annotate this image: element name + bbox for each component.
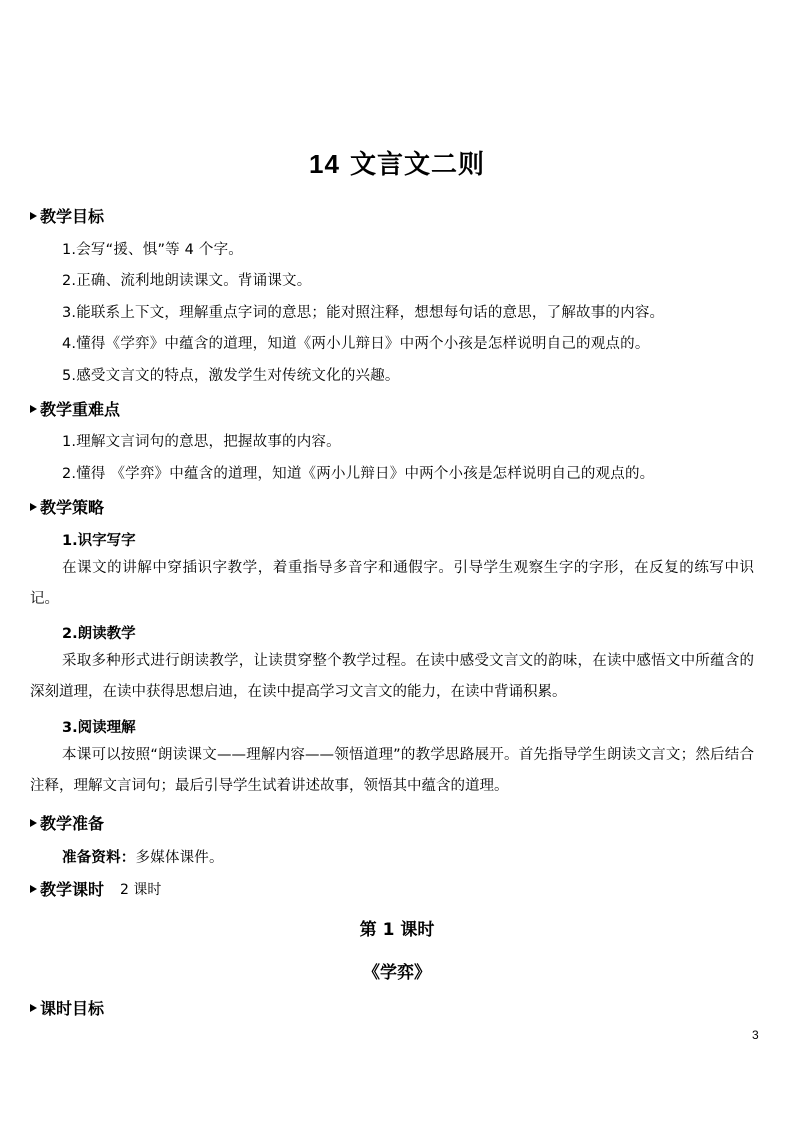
strategy-paragraph: 在课文的讲解中穿插识字教学，着重指导多音字和通假字。引导学生观察生字的字形，在反复的练写中识记。 (30, 560, 754, 607)
strategy-paragraph: 采取多种形式进行朗读教学，让读贯穿整个教学过程。在读中感受文言文的韵味，在读中感悟文中所蕴含的深刻道理，在读中获得思想启迪，在读中提高学习文言文的能力，在读中背诵积累。 (30, 653, 754, 700)
page-title (0, 144, 794, 181)
goal-item: 4.懂得《学弈》中蕴含的道理，知道《两小儿辩日》中两个小孩是怎样说明自己的观点的。 (62, 336, 650, 352)
triangle-bullet-icon (30, 503, 37, 511)
text-title-heading: 《学弈》 (363, 963, 431, 983)
triangle-bullet-icon (30, 405, 37, 413)
goal-item: 2.正确、流利地朗读课文。背诵课文。 (62, 273, 312, 289)
heading-label: 教学策略 (40, 498, 105, 517)
key-point-item: 1.理解文言词句的意思，把握故事的内容。 (62, 434, 341, 450)
triangle-bullet-icon (30, 212, 37, 220)
heading-strategy (30, 495, 104, 518)
preparation-value: 多媒体课件。 (135, 850, 224, 866)
heading-key-points (30, 397, 120, 420)
goal-item: 1.会写“援、惧”等 4 个字。 (62, 242, 244, 258)
goal-item: 3.能联系上下文，理解重点字词的意思；能对照注释，想想每句话的意思，了解故事的内容。 (62, 305, 665, 321)
preparation-label: 准备资料： (62, 850, 136, 866)
triangle-bullet-icon (30, 885, 37, 893)
lesson-number: 14 (309, 149, 340, 179)
page-number: 3 (752, 1028, 759, 1042)
heading-label: 教学准备 (40, 814, 105, 833)
preparation-line (62, 846, 224, 867)
strategy-paragraph: 本课可以按照“朗读课文——理解内容——领悟道理”的教学思路展开。首先指导学生朗读文言文；然后结合注释，理解文言词句；最后引导学生试着讲述故事，领悟其中蕴含的道理。 (30, 747, 754, 794)
heading-label: 教学重难点 (40, 400, 121, 419)
triangle-bullet-icon (30, 1004, 37, 1012)
class-hours-value: 2 课时 (120, 881, 162, 898)
heading-label: 课时目标 (40, 999, 105, 1018)
strategy-subtitle: 3.阅读理解 (62, 720, 136, 736)
heading-class-hours (30, 877, 161, 900)
goal-item: 5.感受文言文的特点，激发学生对传统文化的兴趣。 (62, 368, 400, 384)
heading-preparation (30, 811, 104, 834)
heading-label: 教学目标 (40, 207, 105, 226)
heading-teaching-goals (30, 204, 104, 227)
strategy-subtitle: 1.识字写字 (62, 533, 136, 549)
period-heading: 第 1 课时 (359, 920, 435, 940)
triangle-bullet-icon (30, 819, 37, 827)
lesson-title-text: 文言文二则 (349, 150, 485, 180)
heading-label: 教学课时 (40, 880, 105, 899)
key-point-item: 2.懂得 《学弈》中蕴含的道理，知道《两小儿辩日》中两个小孩是怎样说明自己的观点的。 (62, 466, 655, 482)
heading-lesson-goals (30, 996, 104, 1019)
strategy-subtitle: 2.朗读教学 (62, 626, 136, 642)
